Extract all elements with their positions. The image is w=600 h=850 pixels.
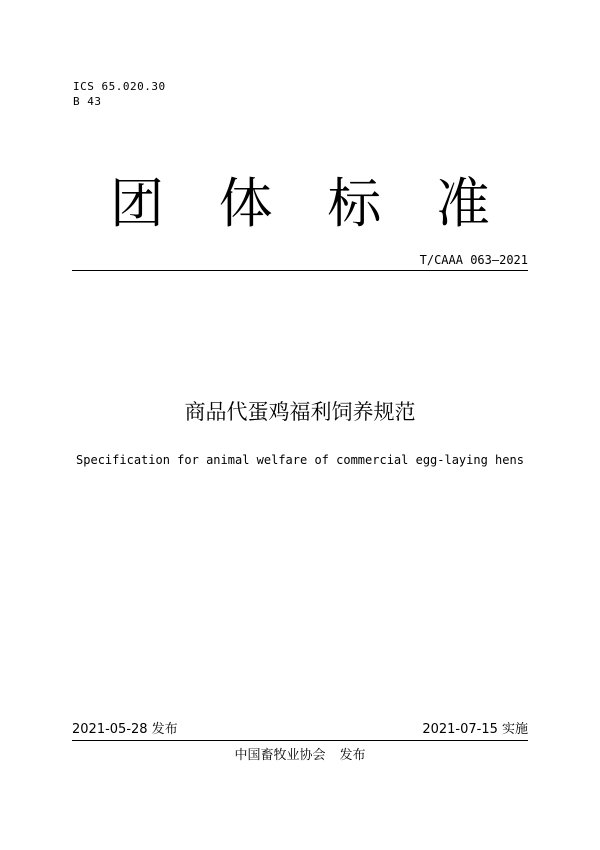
heading-char-2: 体 [218, 172, 273, 235]
heading-char-1: 团 [110, 172, 164, 235]
publish-label: 发布 [339, 748, 366, 763]
publisher-name: 中国畜牧业协会 [234, 748, 326, 763]
footer-divider [72, 740, 528, 741]
publish-date: 2021-05-28 发布 [72, 722, 178, 737]
standard-number: T/CAAA 063—2021 [419, 253, 528, 267]
header-divider [72, 270, 528, 271]
standard-type-heading [72, 172, 528, 236]
document-title-english: Specification for animal welfare of commercial egg-laying hens [76, 453, 524, 467]
heading-char-4: 准 [435, 172, 490, 235]
ccs-code: B 43 [73, 95, 102, 108]
implementation-date: 2021-07-15 实施 [422, 722, 528, 737]
document-title-chinese: 商品代蛋鸡福利饲养规范 [184, 400, 416, 424]
ics-code: ICS 65.020.30 [73, 80, 166, 93]
publisher-line [0, 746, 600, 766]
heading-char-3: 标 [327, 172, 382, 235]
